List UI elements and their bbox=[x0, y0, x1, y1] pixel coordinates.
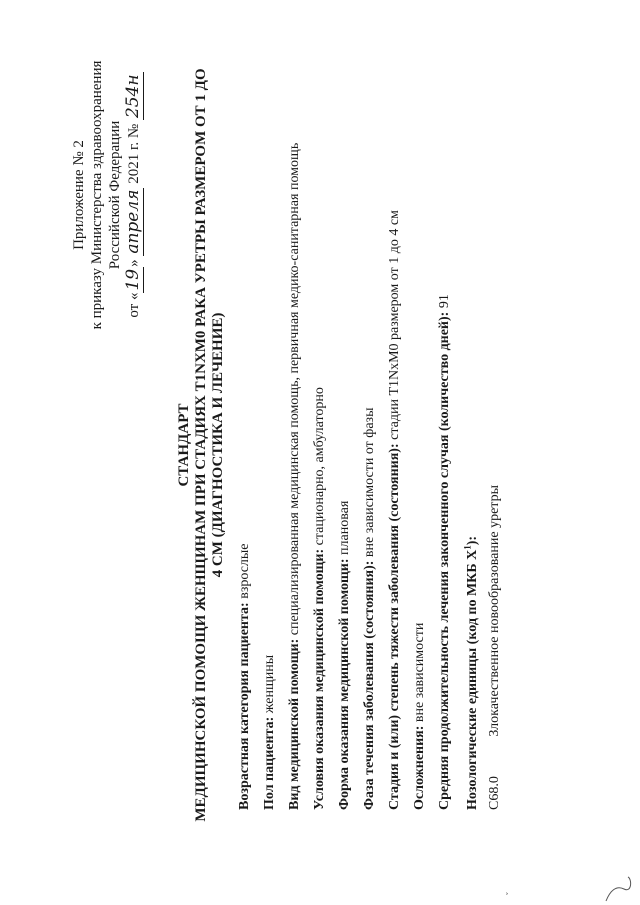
field-value: вне зависимости от фазы bbox=[362, 407, 377, 561]
field-label: Нозологические единицы (код по МКБ $Х^1$): bbox=[462, 535, 480, 810]
appendix-country: Российской Федерации bbox=[107, 120, 123, 270]
title-line-1: МЕДИЦИНСКОЙ ПОМОЩИ ЖЕНЩИНАМ ПРИ СТАДИЯХ T1NXM0 РАКА УРЕТРЫ РАЗМЕРОМ ОТ 1 ДО bbox=[193, 68, 209, 822]
date-year: 2021 г. № bbox=[126, 123, 142, 184]
field-label: Средняя продолжительность лечения законченного случая (количество дней): bbox=[437, 311, 452, 810]
field-label: Вид медицинской помощи: bbox=[287, 638, 302, 810]
field-value: 91 bbox=[437, 294, 452, 312]
date-day: 19 bbox=[123, 268, 143, 291]
field-care-type bbox=[287, 143, 303, 810]
field-care-conditions bbox=[312, 387, 328, 810]
field-label: Форма оказания медицинской помощи: bbox=[337, 558, 352, 810]
field-disease-stage bbox=[387, 210, 403, 810]
field-label: Условия оказания медицинской помощи: bbox=[312, 548, 327, 810]
field-value: стадии T1NxM0 размером от 1 до 4 см bbox=[387, 210, 402, 444]
scan-mark: ˇ bbox=[505, 892, 514, 895]
appendix-number: Приложение № 2 bbox=[71, 140, 87, 250]
field-treatment-duration bbox=[437, 294, 453, 810]
appendix-order-ref: к приказу Министерства здравоохранения bbox=[89, 60, 105, 330]
field-value: стационарно, амбулаторно bbox=[312, 387, 327, 549]
appendix-block bbox=[70, 45, 143, 345]
document-title bbox=[176, 45, 227, 845]
field-label: Фаза течения заболевания (состояния): bbox=[362, 560, 377, 810]
field-nosology bbox=[462, 536, 481, 810]
field-care-form bbox=[337, 501, 353, 810]
field-value: взрослые bbox=[237, 543, 252, 603]
date-prefix: от « bbox=[126, 292, 142, 318]
field-value: женщины bbox=[262, 654, 277, 717]
order-number: 254н bbox=[123, 74, 143, 119]
field-value: специализированная медицинская помощь, первичная медико-санитарная помощь bbox=[287, 142, 302, 639]
field-label: Стадия и (или) степень тяжести заболевания (состояния): bbox=[387, 443, 402, 810]
title-standard: СТАНДАРТ bbox=[176, 403, 192, 487]
nosology-row bbox=[487, 485, 503, 810]
field-value: вне зависимости bbox=[412, 622, 427, 726]
appendix-date-line bbox=[124, 45, 143, 345]
field-age-category bbox=[237, 543, 253, 810]
field-disease-phase bbox=[362, 408, 378, 811]
field-complications bbox=[412, 623, 428, 810]
field-label: Осложнения: bbox=[412, 725, 427, 810]
field-label: Возрастная категория пациента: bbox=[237, 602, 252, 810]
field-sex bbox=[262, 655, 278, 810]
nosology-name: Злокачественное новообразование уретры bbox=[487, 485, 502, 737]
field-value: плановая bbox=[337, 500, 352, 559]
title-line-2: 4 СМ (ДИАГНОСТИКА И ЛЕЧЕНИЕ) bbox=[210, 312, 226, 578]
date-mid: » bbox=[126, 259, 142, 267]
date-month: апреля bbox=[123, 189, 143, 254]
nosology-code: C68.0 bbox=[487, 776, 502, 810]
pencil-mark-icon bbox=[602, 873, 636, 905]
field-label: Пол пациента: bbox=[262, 716, 277, 810]
